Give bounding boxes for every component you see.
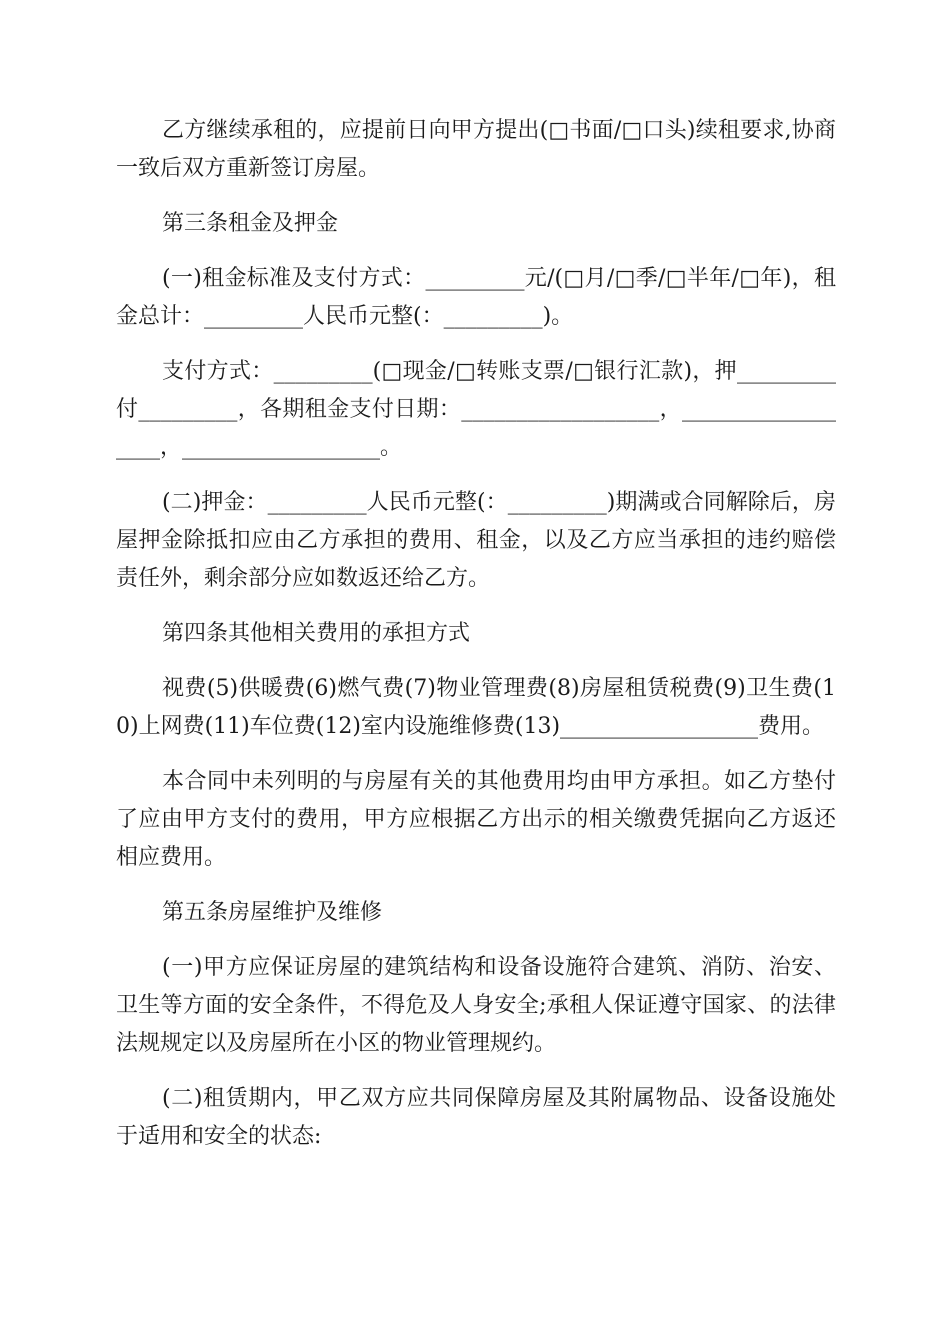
- paragraph-fee-list: 视费(5)供暖费(6)燃气费(7)物业管理费(8)房屋租赁税费(9)卫生费(10)上网费(11)车位费(12)室内设施维修费(13)__________________费用。: [116, 676, 836, 739]
- heading-article-5: 第五条房屋维护及维修: [162, 900, 383, 925]
- heading-article-4: 第四条其他相关费用的承担方式: [162, 621, 471, 646]
- paragraph-renewal: 乙方继续承租的，应提前日向甲方提出(□书面/□口头)续租要求,协商一致后双方重新签订房屋。: [116, 118, 836, 181]
- paragraph-deposit: (二)押金：_________人民币元整(：_________)期满或合同解除后，房屋押金除抵扣应由乙方承担的费用、租金，以及乙方应当承担的违约赔偿责任外，剩余部分应如数返还给乙方。: [116, 490, 836, 591]
- paragraph-rent-standard: (一)租金标准及支付方式：_________元/(□月/□季/□半年/□年)，租金总计：_________人民币元整(：_________)。: [116, 266, 836, 329]
- paragraph-safety: (一)甲方应保证房屋的建筑结构和设备设施符合建筑、消防、治安、卫生等方面的安全条件，不得危及人身安全;承租人保证遵守国家、的法律法规规定以及房屋所在小区的物业管理规约。: [116, 955, 836, 1056]
- document-page: [116, 112, 836, 1173]
- paragraph-other-fees: 本合同中未列明的与房屋有关的其他费用均由甲方承担。如乙方垫付了应由甲方支付的费用，甲方应根据乙方出示的相关缴费凭据向乙方返还相应费用。: [116, 769, 836, 870]
- paragraph-maintenance: (二)租赁期内，甲乙双方应共同保障房屋及其附属物品、设备设施处于适用和安全的状态:: [116, 1086, 836, 1149]
- paragraph-payment-method: 支付方式：_________(□现金/□转账支票/□银行汇款)，押_________付_________，各期租金支付日期：__________________，__________________，__________________。: [116, 359, 836, 460]
- heading-article-3: 第三条租金及押金: [162, 211, 339, 236]
